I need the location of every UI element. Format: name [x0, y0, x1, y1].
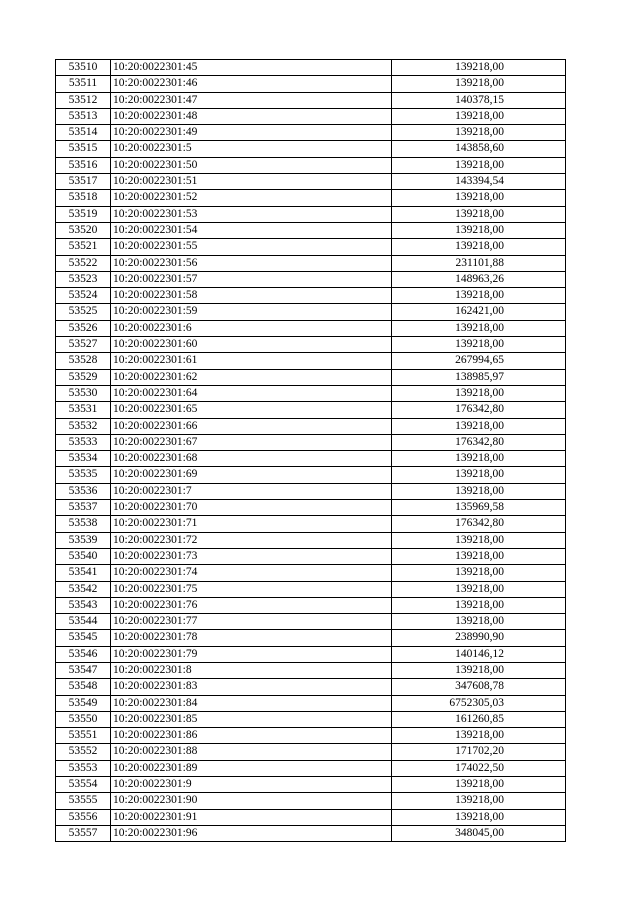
value-cell: 139218,00 [392, 451, 566, 467]
cadastral-number-cell: 10:20:0022301:46 [111, 76, 392, 92]
cadastral-number-cell: 10:20:0022301:65 [111, 402, 392, 418]
row-number-cell: 53543 [56, 597, 111, 613]
value-cell: 139218,00 [392, 597, 566, 613]
row-number-cell: 53533 [56, 434, 111, 450]
table-row [56, 206, 566, 222]
value-cell: 176342,80 [392, 516, 566, 532]
value-cell: 139218,00 [392, 581, 566, 597]
cadastral-number-cell: 10:20:0022301:55 [111, 239, 392, 255]
cadastral-number-cell: 10:20:0022301:85 [111, 711, 392, 727]
value-cell: 139218,00 [392, 777, 566, 793]
cadastral-number-cell: 10:20:0022301:73 [111, 548, 392, 564]
cadastral-number-cell: 10:20:0022301:61 [111, 353, 392, 369]
cadastral-number-cell: 10:20:0022301:91 [111, 809, 392, 825]
table-row [56, 174, 566, 190]
table-row [56, 304, 566, 320]
row-number-cell: 53519 [56, 206, 111, 222]
cadastral-number-cell: 10:20:0022301:60 [111, 337, 392, 353]
row-number-cell: 53529 [56, 369, 111, 385]
table-body [56, 60, 566, 842]
cadastral-number-cell: 10:20:0022301:59 [111, 304, 392, 320]
row-number-cell: 53536 [56, 483, 111, 499]
cadastral-number-cell: 10:20:0022301:66 [111, 418, 392, 434]
cadastral-number-cell: 10:20:0022301:78 [111, 630, 392, 646]
row-number-cell: 53520 [56, 222, 111, 238]
value-cell: 161260,85 [392, 711, 566, 727]
cadastral-number-cell: 10:20:0022301:75 [111, 581, 392, 597]
row-number-cell: 53537 [56, 500, 111, 516]
cadastral-number-cell: 10:20:0022301:49 [111, 125, 392, 141]
cadastral-number-cell: 10:20:0022301:57 [111, 271, 392, 287]
cadastral-number-cell: 10:20:0022301:90 [111, 793, 392, 809]
value-cell: 139218,00 [392, 108, 566, 124]
cadastral-number-cell: 10:20:0022301:86 [111, 728, 392, 744]
cadastral-number-cell: 10:20:0022301:56 [111, 255, 392, 271]
value-cell: 135969,58 [392, 500, 566, 516]
cadastral-number-cell: 10:20:0022301:6 [111, 320, 392, 336]
cadastral-number-cell: 10:20:0022301:77 [111, 614, 392, 630]
row-number-cell: 53527 [56, 337, 111, 353]
row-number-cell: 53514 [56, 125, 111, 141]
row-number-cell: 53553 [56, 760, 111, 776]
row-number-cell: 53522 [56, 255, 111, 271]
cadastral-number-cell: 10:20:0022301:48 [111, 108, 392, 124]
table-row [56, 353, 566, 369]
table-row [56, 744, 566, 760]
cadastral-number-cell: 10:20:0022301:58 [111, 288, 392, 304]
cadastral-number-cell: 10:20:0022301:96 [111, 825, 392, 841]
row-number-cell: 53539 [56, 532, 111, 548]
cadastral-number-cell: 10:20:0022301:7 [111, 483, 392, 499]
row-number-cell: 53538 [56, 516, 111, 532]
cadastral-number-cell: 10:20:0022301:8 [111, 662, 392, 678]
table-row [56, 337, 566, 353]
cadastral-number-cell: 10:20:0022301:89 [111, 760, 392, 776]
row-number-cell: 53544 [56, 614, 111, 630]
value-cell: 139218,00 [392, 76, 566, 92]
cadastral-number-cell: 10:20:0022301:47 [111, 92, 392, 108]
value-cell: 347608,78 [392, 679, 566, 695]
value-cell: 348045,00 [392, 825, 566, 841]
table-row [56, 418, 566, 434]
cadastral-number-cell: 10:20:0022301:54 [111, 222, 392, 238]
cadastral-number-cell: 10:20:0022301:51 [111, 174, 392, 190]
value-cell: 140378,15 [392, 92, 566, 108]
cadastral-number-cell: 10:20:0022301:52 [111, 190, 392, 206]
cadastral-number-cell: 10:20:0022301:74 [111, 565, 392, 581]
cadastral-number-cell: 10:20:0022301:76 [111, 597, 392, 613]
row-number-cell: 53518 [56, 190, 111, 206]
table-row [56, 581, 566, 597]
row-number-cell: 53534 [56, 451, 111, 467]
row-number-cell: 53541 [56, 565, 111, 581]
table-row [56, 369, 566, 385]
cadastral-number-cell: 10:20:0022301:45 [111, 60, 392, 76]
value-cell: 267994,65 [392, 353, 566, 369]
table-row [56, 548, 566, 564]
table-row [56, 190, 566, 206]
cadastral-number-cell: 10:20:0022301:5 [111, 141, 392, 157]
table-row [56, 255, 566, 271]
row-number-cell: 53555 [56, 793, 111, 809]
value-cell: 176342,80 [392, 434, 566, 450]
value-cell: 139218,00 [392, 793, 566, 809]
value-cell: 6752305,03 [392, 695, 566, 711]
table-row [56, 385, 566, 401]
cadastral-number-cell: 10:20:0022301:88 [111, 744, 392, 760]
value-cell: 176342,80 [392, 402, 566, 418]
row-number-cell: 53528 [56, 353, 111, 369]
row-number-cell: 53547 [56, 662, 111, 678]
row-number-cell: 53517 [56, 174, 111, 190]
table-row [56, 500, 566, 516]
table-row [56, 92, 566, 108]
value-cell: 171702,20 [392, 744, 566, 760]
value-cell: 139218,00 [392, 222, 566, 238]
value-cell: 139218,00 [392, 418, 566, 434]
row-number-cell: 53531 [56, 402, 111, 418]
value-cell: 139218,00 [392, 614, 566, 630]
row-number-cell: 53516 [56, 157, 111, 173]
table-row [56, 662, 566, 678]
row-number-cell: 53532 [56, 418, 111, 434]
cadastral-number-cell: 10:20:0022301:64 [111, 385, 392, 401]
value-cell: 139218,00 [392, 239, 566, 255]
row-number-cell: 53548 [56, 679, 111, 695]
cadastral-number-cell: 10:20:0022301:53 [111, 206, 392, 222]
table-row [56, 434, 566, 450]
table-row [56, 157, 566, 173]
value-cell: 139218,00 [392, 206, 566, 222]
row-number-cell: 53554 [56, 777, 111, 793]
cadastral-number-cell: 10:20:0022301:84 [111, 695, 392, 711]
row-number-cell: 53535 [56, 467, 111, 483]
value-cell: 139218,00 [392, 548, 566, 564]
value-cell: 139218,00 [392, 728, 566, 744]
value-cell: 139218,00 [392, 320, 566, 336]
row-number-cell: 53524 [56, 288, 111, 304]
value-cell: 139218,00 [392, 662, 566, 678]
row-number-cell: 53523 [56, 271, 111, 287]
row-number-cell: 53521 [56, 239, 111, 255]
row-number-cell: 53510 [56, 60, 111, 76]
row-number-cell: 53546 [56, 646, 111, 662]
row-number-cell: 53550 [56, 711, 111, 727]
row-number-cell: 53545 [56, 630, 111, 646]
row-number-cell: 53542 [56, 581, 111, 597]
cadastral-number-cell: 10:20:0022301:83 [111, 679, 392, 695]
row-number-cell: 53540 [56, 548, 111, 564]
table-row [56, 777, 566, 793]
value-cell: 139218,00 [392, 483, 566, 499]
cadastral-number-cell: 10:20:0022301:72 [111, 532, 392, 548]
table-row [56, 516, 566, 532]
cadastral-number-cell: 10:20:0022301:50 [111, 157, 392, 173]
table-row [56, 467, 566, 483]
table-row [56, 222, 566, 238]
value-cell: 139218,00 [392, 467, 566, 483]
value-cell: 139218,00 [392, 565, 566, 581]
table-row [56, 597, 566, 613]
value-cell: 139218,00 [392, 385, 566, 401]
table-row [56, 728, 566, 744]
table-row [56, 402, 566, 418]
table-row [56, 76, 566, 92]
value-cell: 139218,00 [392, 532, 566, 548]
table-row [56, 483, 566, 499]
table-row [56, 646, 566, 662]
table-row [56, 711, 566, 727]
table-row [56, 793, 566, 809]
value-cell: 139218,00 [392, 809, 566, 825]
value-cell: 139218,00 [392, 157, 566, 173]
value-cell: 148963,26 [392, 271, 566, 287]
value-cell: 140146,12 [392, 646, 566, 662]
cadastral-number-cell: 10:20:0022301:71 [111, 516, 392, 532]
cadastral-number-cell: 10:20:0022301:9 [111, 777, 392, 793]
value-cell: 139218,00 [392, 190, 566, 206]
row-number-cell: 53515 [56, 141, 111, 157]
value-cell: 162421,00 [392, 304, 566, 320]
table-row [56, 695, 566, 711]
table-row [56, 809, 566, 825]
row-number-cell: 53556 [56, 809, 111, 825]
row-number-cell: 53511 [56, 76, 111, 92]
value-cell: 143394,54 [392, 174, 566, 190]
table-row [56, 60, 566, 76]
value-cell: 139218,00 [392, 337, 566, 353]
table-row [56, 565, 566, 581]
cadastral-value-table [55, 59, 566, 842]
row-number-cell: 53551 [56, 728, 111, 744]
table-row [56, 532, 566, 548]
table-row [56, 614, 566, 630]
row-number-cell: 53530 [56, 385, 111, 401]
table-row [56, 271, 566, 287]
table-row [56, 825, 566, 841]
row-number-cell: 53549 [56, 695, 111, 711]
value-cell: 231101,88 [392, 255, 566, 271]
value-cell: 139218,00 [392, 288, 566, 304]
cadastral-number-cell: 10:20:0022301:67 [111, 434, 392, 450]
cadastral-number-cell: 10:20:0022301:70 [111, 500, 392, 516]
value-cell: 138985,97 [392, 369, 566, 385]
row-number-cell: 53557 [56, 825, 111, 841]
value-cell: 139218,00 [392, 60, 566, 76]
table-row [56, 320, 566, 336]
cadastral-number-cell: 10:20:0022301:79 [111, 646, 392, 662]
row-number-cell: 53526 [56, 320, 111, 336]
row-number-cell: 53525 [56, 304, 111, 320]
table-row [56, 108, 566, 124]
table-row [56, 141, 566, 157]
value-cell: 143858,60 [392, 141, 566, 157]
row-number-cell: 53512 [56, 92, 111, 108]
cadastral-number-cell: 10:20:0022301:68 [111, 451, 392, 467]
row-number-cell: 53552 [56, 744, 111, 760]
value-cell: 174022,50 [392, 760, 566, 776]
row-number-cell: 53513 [56, 108, 111, 124]
value-cell: 139218,00 [392, 125, 566, 141]
table-row [56, 451, 566, 467]
table-row [56, 630, 566, 646]
cadastral-number-cell: 10:20:0022301:62 [111, 369, 392, 385]
table-row [56, 125, 566, 141]
table-row [56, 288, 566, 304]
cadastral-number-cell: 10:20:0022301:69 [111, 467, 392, 483]
table-row [56, 239, 566, 255]
table-row [56, 760, 566, 776]
value-cell: 238990,90 [392, 630, 566, 646]
table-row [56, 679, 566, 695]
